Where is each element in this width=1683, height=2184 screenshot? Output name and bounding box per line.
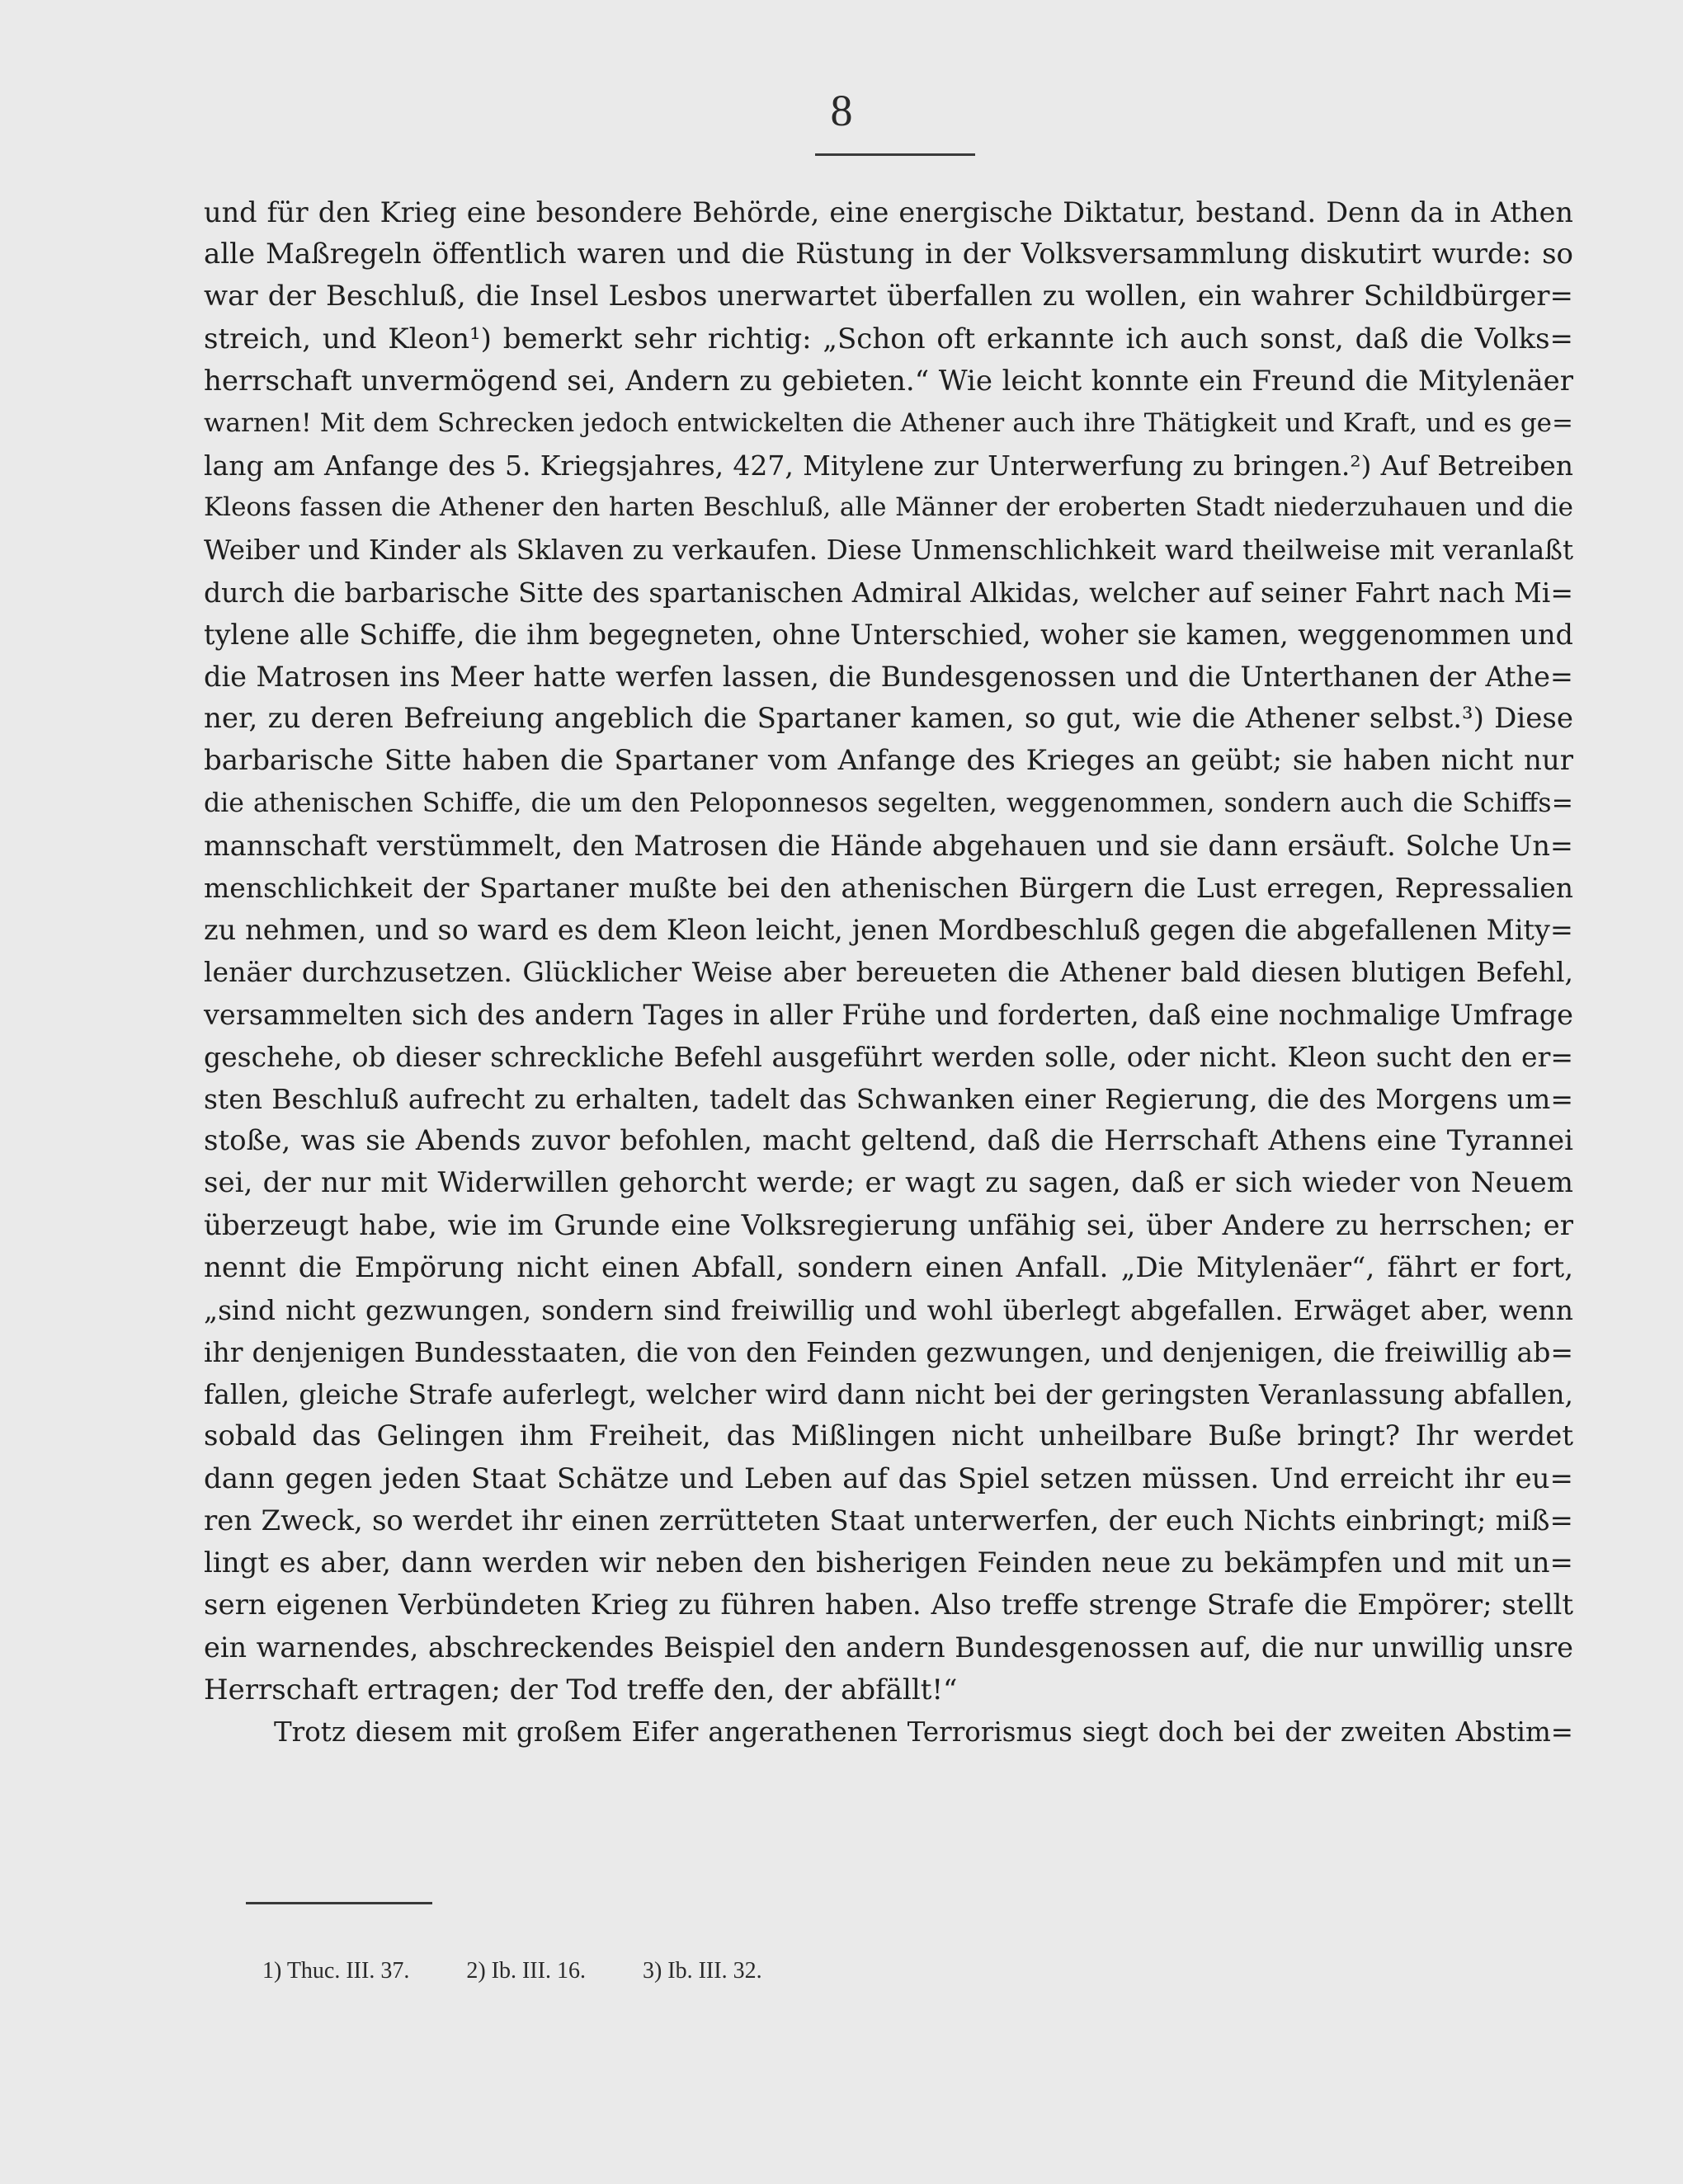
text-line: geschehe, ob dieser schreckliche Befehl ausgeführt werden solle, oder nicht. Kleon sucht den er=	[204, 1040, 1573, 1073]
text-line: ein warnendes, abschreckendes Beispiel den andern Bundesgenossen auf, die nur unwillig unsre	[204, 1631, 1573, 1664]
text-line: zu nehmen, und so ward es dem Kleon leicht, jenen Mordbeschluß gegen die abgefallenen Mity=	[204, 914, 1573, 947]
text-line: lang am Anfange des 5. Kriegsjahres, 427, Mitylene zur Unterwerfung zu bringen.²) Auf Betreiben	[204, 450, 1573, 482]
body-text	[204, 191, 1573, 1753]
text-line: stoße, was sie Abends zuvor befohlen, macht geltend, daß die Herrschaft Athens eine Tyrannei	[204, 1124, 1573, 1158]
text-line: überzeugt habe, wie im Grunde eine Volksregierung unfähig sei, über Andere zu herrschen; er	[204, 1208, 1573, 1242]
text-line: ihr denjenigen Bundesstaaten, die von den Feinden gezwungen, und denjenigen, die freiwillig ab=	[204, 1336, 1573, 1369]
text-line: dann gegen jeden Staat Schätze und Leben auf das Spiel setzen müssen. Und erreicht ihr eu=	[204, 1461, 1573, 1495]
text-line: fallen, gleiche Strafe auferlegt, welcher wird dann nicht bei der geringsten Veranlassung abfallen,	[204, 1378, 1573, 1411]
text-line: streich, und Kleon¹) bemerkt sehr richtig: „Schon oft erkannte ich auch sonst, daß die Volks=	[204, 322, 1573, 355]
paragraph-start-line: Trotz diesem mit großem Eifer angerathenen Terrorismus siegt doch bei der zweiten Abstim=	[274, 1716, 1573, 1748]
text-line: lenäer durchzusetzen. Glücklicher Weise aber bereueten die Athener bald diesen blutigen Befehl,	[204, 956, 1573, 989]
text-line: versammelten sich des andern Tages in aller Frühe und forderten, daß eine nochmalige Umfrage	[204, 998, 1573, 1031]
text-line: Kleons fassen die Athener den harten Beschluß, alle Männer der eroberten Stadt niederzuhauen und die	[204, 492, 1573, 523]
text-line: barbarische Sitte haben die Spartaner vom Anfange des Krieges an geübt; sie haben nicht nur	[204, 744, 1573, 778]
text-line: war der Beschluß, die Insel Lesbos unerwartet überfallen zu wollen, ein wahrer Schildbürger=	[204, 280, 1573, 313]
text-line: die athenischen Schiffe, die um den Peloponnesos segelten, weggenommen, sondern auch die Schiffs=	[204, 788, 1573, 818]
footnote-rule	[246, 1902, 432, 1904]
text-line: Weiber und Kinder als Sklaven zu verkaufen. Diese Unmenschlichkeit ward theilweise mit veranlaßt	[204, 534, 1573, 566]
footnote-3: 3) Ib. III. 32.	[642, 1958, 762, 1984]
text-line: herrschaft unvermögend sei, Andern zu gebieten.“ Wie leicht konnte ein Freund die Mitylenäer	[204, 364, 1573, 398]
text-line: nennt die Empörung nicht einen Abfall, sondern einen Anfall. „Die Mitylenäer“, fährt er fort,	[204, 1250, 1573, 1284]
text-line: ren Zweck, so werdet ihr einen zerrütteten Staat unterwerfen, der euch Nichts einbringt; miß=	[204, 1504, 1573, 1537]
page-number: 8	[830, 86, 853, 135]
text-line: lingt es aber, dann werden wir neben den bisherigen Feinden neue zu bekämpfen und mit un=	[204, 1546, 1573, 1579]
text-line: alle Maßregeln öffentlich waren und die Rüstung in der Volksversammlung diskutirt wurde: so	[204, 238, 1573, 271]
text-line: ner, zu deren Befreiung angeblich die Spartaner kamen, so gut, wie die Athener selbst.³) Diese	[204, 702, 1573, 736]
text-line: warnen! Mit dem Schrecken jedoch entwickelten die Athener auch ihre Thätigkeit und Kraft, und es ge=	[204, 407, 1573, 438]
footnote-2: 2) Ib. III. 16.	[466, 1958, 586, 1984]
text-line: durch die barbarische Sitte des spartanischen Admiral Alkidas, welcher auf seiner Fahrt nach Mi=	[204, 576, 1573, 609]
paragraph-end-line: Herrschaft ertragen; der Tod treffe den, der abfällt!“	[204, 1673, 958, 1706]
text-line: menschlichkeit der Spartaner mußte bei den athenischen Bürgern die Lust erregen, Repressalien	[204, 872, 1573, 904]
footnote-1: 1) Thuc. III. 37.	[262, 1958, 410, 1984]
text-line: sobald das Gelingen ihm Freiheit, das Mißlingen nicht unheilbare Buße bringt? Ihr werdet	[204, 1419, 1573, 1453]
header-rule	[815, 153, 975, 156]
text-line: sern eigenen Verbündeten Krieg zu führen haben. Also treffe strenge Strafe die Empörer; stellt	[204, 1589, 1573, 1622]
text-line: und für den Krieg eine besondere Behörde, eine energische Diktatur, bestand. Denn da in Athen	[204, 196, 1573, 228]
footnotes	[262, 1955, 813, 1988]
text-line: „sind nicht gezwungen, sondern sind freiwillig und wohl überlegt abgefallen. Erwäget aber, wenn	[204, 1293, 1573, 1326]
text-line: sten Beschluß aufrecht zu erhalten, tadelt das Schwanken einer Regierung, die des Morgens um=	[204, 1082, 1573, 1115]
text-line: mannschaft verstümmelt, den Matrosen die Hände abgehauen und sie dann ersäuft. Solche Un=	[204, 829, 1573, 862]
text-line: die Matrosen ins Meer hatte werfen lassen, die Bundesgenossen und die Unterthanen der Athe=	[204, 661, 1573, 694]
text-line: tylene alle Schiffe, die ihm begegneten, ohne Unterschied, woher sie kamen, weggenommen und	[204, 618, 1573, 651]
text-line: sei, der nur mit Widerwillen gehorcht werde; er wagt zu sagen, daß er sich wieder von Neuem	[204, 1166, 1573, 1200]
